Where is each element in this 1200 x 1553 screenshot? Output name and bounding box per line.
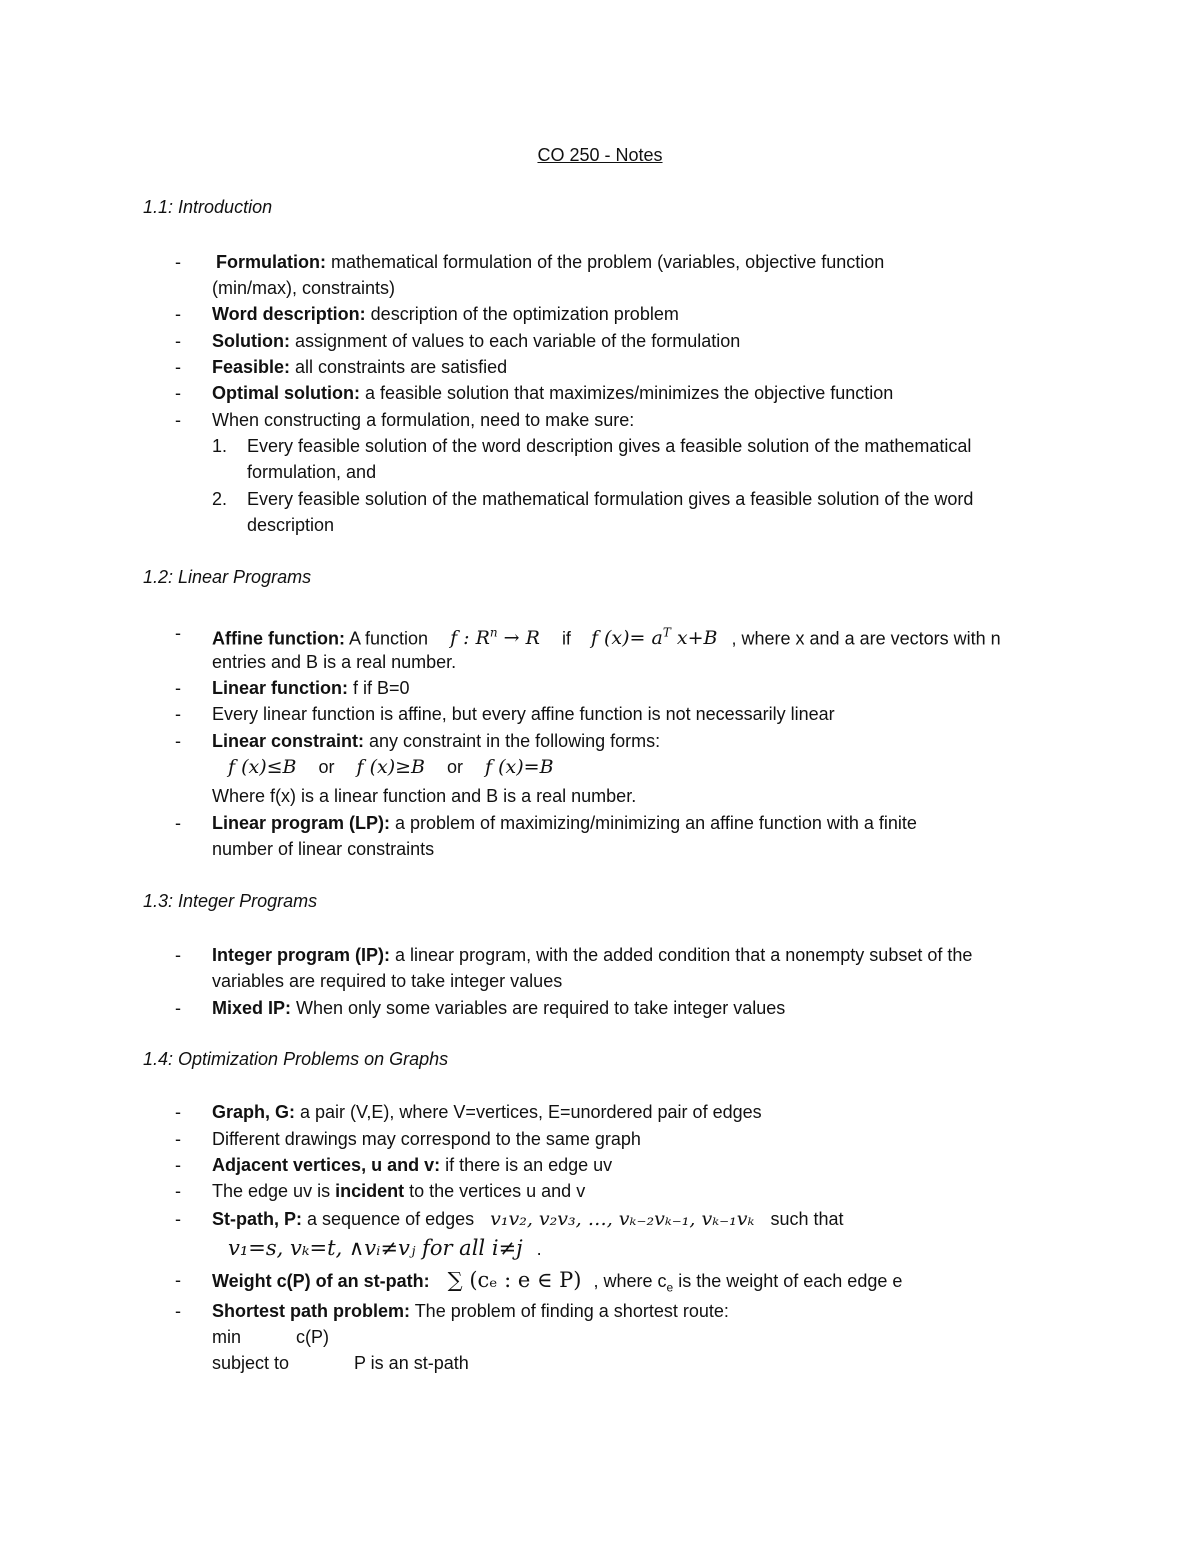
bullet-graph: Graph, G: a pair (V,E), where V=vertices, E=unordered pair of edges <box>212 1102 762 1122</box>
bullet-feasible: Feasible: all constraints are satisfied <box>212 357 508 377</box>
numbered-item-2-cont: description <box>247 515 335 535</box>
bullet-dash: - <box>175 1181 181 1201</box>
st-path-condition: v₁=s, vₖ=t, ∧vᵢ≠vⱼ for all i≠j . <box>228 1236 542 1260</box>
linear-constraint-where: Where f(x) is a linear function and B is a real number. <box>212 786 637 806</box>
bullet-mixed-ip: Mixed IP: When only some variables are required to take integer values <box>212 998 786 1018</box>
bullet-adjacent-vertices: Adjacent vertices, u and v: if there is an edge uv <box>212 1155 613 1175</box>
bullet-dash: - <box>175 998 181 1018</box>
bullet-weight: Weight c(P) of an st-path: ∑ (cₑ : e ∈ P) , where $c_e$ is the weight of each edge e <box>212 1268 903 1295</box>
bullet-every-linear: Every linear function is affine, but every affine function is not necessarily linear <box>212 704 835 724</box>
bullet-formulation: Formulation: mathematical formulation of the problem (variables, objective function <box>216 252 885 272</box>
bullet-dash: - <box>175 252 181 272</box>
numbered-item-1: Every feasible solution of the word description gives a feasible solution of the mathematical <box>247 436 972 456</box>
bullet-linear-program-cont: number of linear constraints <box>212 839 435 859</box>
bullet-dash: - <box>175 731 181 751</box>
math-affine-domain: f : $R^n \to R$ <box>450 626 540 650</box>
bullet-affine-function: Affine function: A function f : $R^n \to R$ if f $(x)= a^T$ x+B , where x and a are vectors with n <box>212 626 1001 650</box>
section-heading-intro: 1.1: Introduction <box>143 197 273 217</box>
bullet-dash: - <box>175 1129 181 1149</box>
bullet-linear-constraint: Linear constraint: any constraint in the following forms: <box>212 731 661 751</box>
bullet-dash: - <box>175 1301 181 1321</box>
shortest-min-label: min <box>212 1327 242 1347</box>
math-edge-sequence: v₁v₂, v₂v₃, …, vₖ₋₂vₖ₋₁, vₖ₋₁vₖ <box>490 1208 755 1230</box>
bullet-formulation-cont: (min/max), constraints) <box>212 278 396 298</box>
bullet-dash: - <box>175 383 181 403</box>
page-title: CO 250 - Notes <box>537 145 663 165</box>
list-number: 1. <box>212 436 228 456</box>
math-weight-sum: ∑ (cₑ : e ∈ P) <box>447 1268 582 1292</box>
bullet-linear-function: Linear function: f if B=0 <box>212 678 410 698</box>
bullet-shortest-path: Shortest path problem: The problem of finding a shortest route: <box>212 1301 729 1321</box>
bullet-dash: - <box>175 1209 181 1229</box>
bullet-dash: - <box>175 813 181 833</box>
list-number: 2. <box>212 489 228 509</box>
bullet-linear-program: Linear program (LP): a problem of maximizing/minimizing an affine function with a finite <box>212 813 917 833</box>
bullet-integer-program-cont: variables are required to take integer values <box>212 971 563 991</box>
bullet-dash: - <box>175 1270 181 1290</box>
math-affine-definition: f $(x)= a^T$ x+B <box>590 626 718 650</box>
bullet-incident: The edge uv is incident to the vertices u and v <box>212 1181 586 1201</box>
bullet-dash: - <box>175 331 181 351</box>
section-heading-graphs: 1.4: Optimization Problems on Graphs <box>143 1049 449 1069</box>
bullet-word-description: Word description: description of the optimization problem <box>212 304 679 324</box>
shortest-subject-to: subject to <box>212 1353 290 1373</box>
bullet-integer-program: Integer program (IP): a linear program, with the added condition that a nonempty subset of the <box>212 945 973 965</box>
bullet-affine-cont: entries and B is a real number. <box>212 652 457 672</box>
bullet-dash: - <box>175 1102 181 1122</box>
bullet-different-drawings: Different drawings may correspond to the same graph <box>212 1129 641 1149</box>
bullet-constructing: When constructing a formulation, need to make sure: <box>212 410 635 430</box>
bullet-dash: - <box>175 945 181 965</box>
numbered-item-1-cont: formulation, and <box>247 462 377 482</box>
bullet-dash: - <box>175 704 181 724</box>
bullet-dash: - <box>175 357 181 377</box>
section-heading-linear-programs: 1.2: Linear Programs <box>143 567 312 587</box>
bullet-dash: - <box>175 678 181 698</box>
section-heading-integer-programs: 1.3: Integer Programs <box>143 891 318 911</box>
bullet-dash: - <box>175 623 181 643</box>
bullet-dash: - <box>175 410 181 430</box>
bullet-st-path: St-path, P: a sequence of edges v₁v₂, v₂v₃, …, vₖ₋₂vₖ₋₁, vₖ₋₁vₖ such that <box>212 1208 844 1230</box>
bullet-optimal-solution: Optimal solution: a feasible solution that maximizes/minimizes the objective function <box>212 383 894 403</box>
numbered-item-2: Every feasible solution of the mathematical formulation gives a feasible solution of the word <box>247 489 974 509</box>
bullet-solution: Solution: assignment of values to each variable of the formulation <box>212 331 741 351</box>
math-st-condition: v₁=s, vₖ=t, ∧vᵢ≠vⱼ for all i≠j <box>228 1236 523 1260</box>
shortest-constraint: P is an st-path <box>354 1353 469 1373</box>
bullet-dash: - <box>175 1155 181 1175</box>
shortest-objective: c(P) <box>296 1327 329 1347</box>
linear-constraint-forms: f (x)≤B or f (x)≥B or f (x)=B <box>228 756 554 778</box>
bullet-dash: - <box>175 304 181 324</box>
